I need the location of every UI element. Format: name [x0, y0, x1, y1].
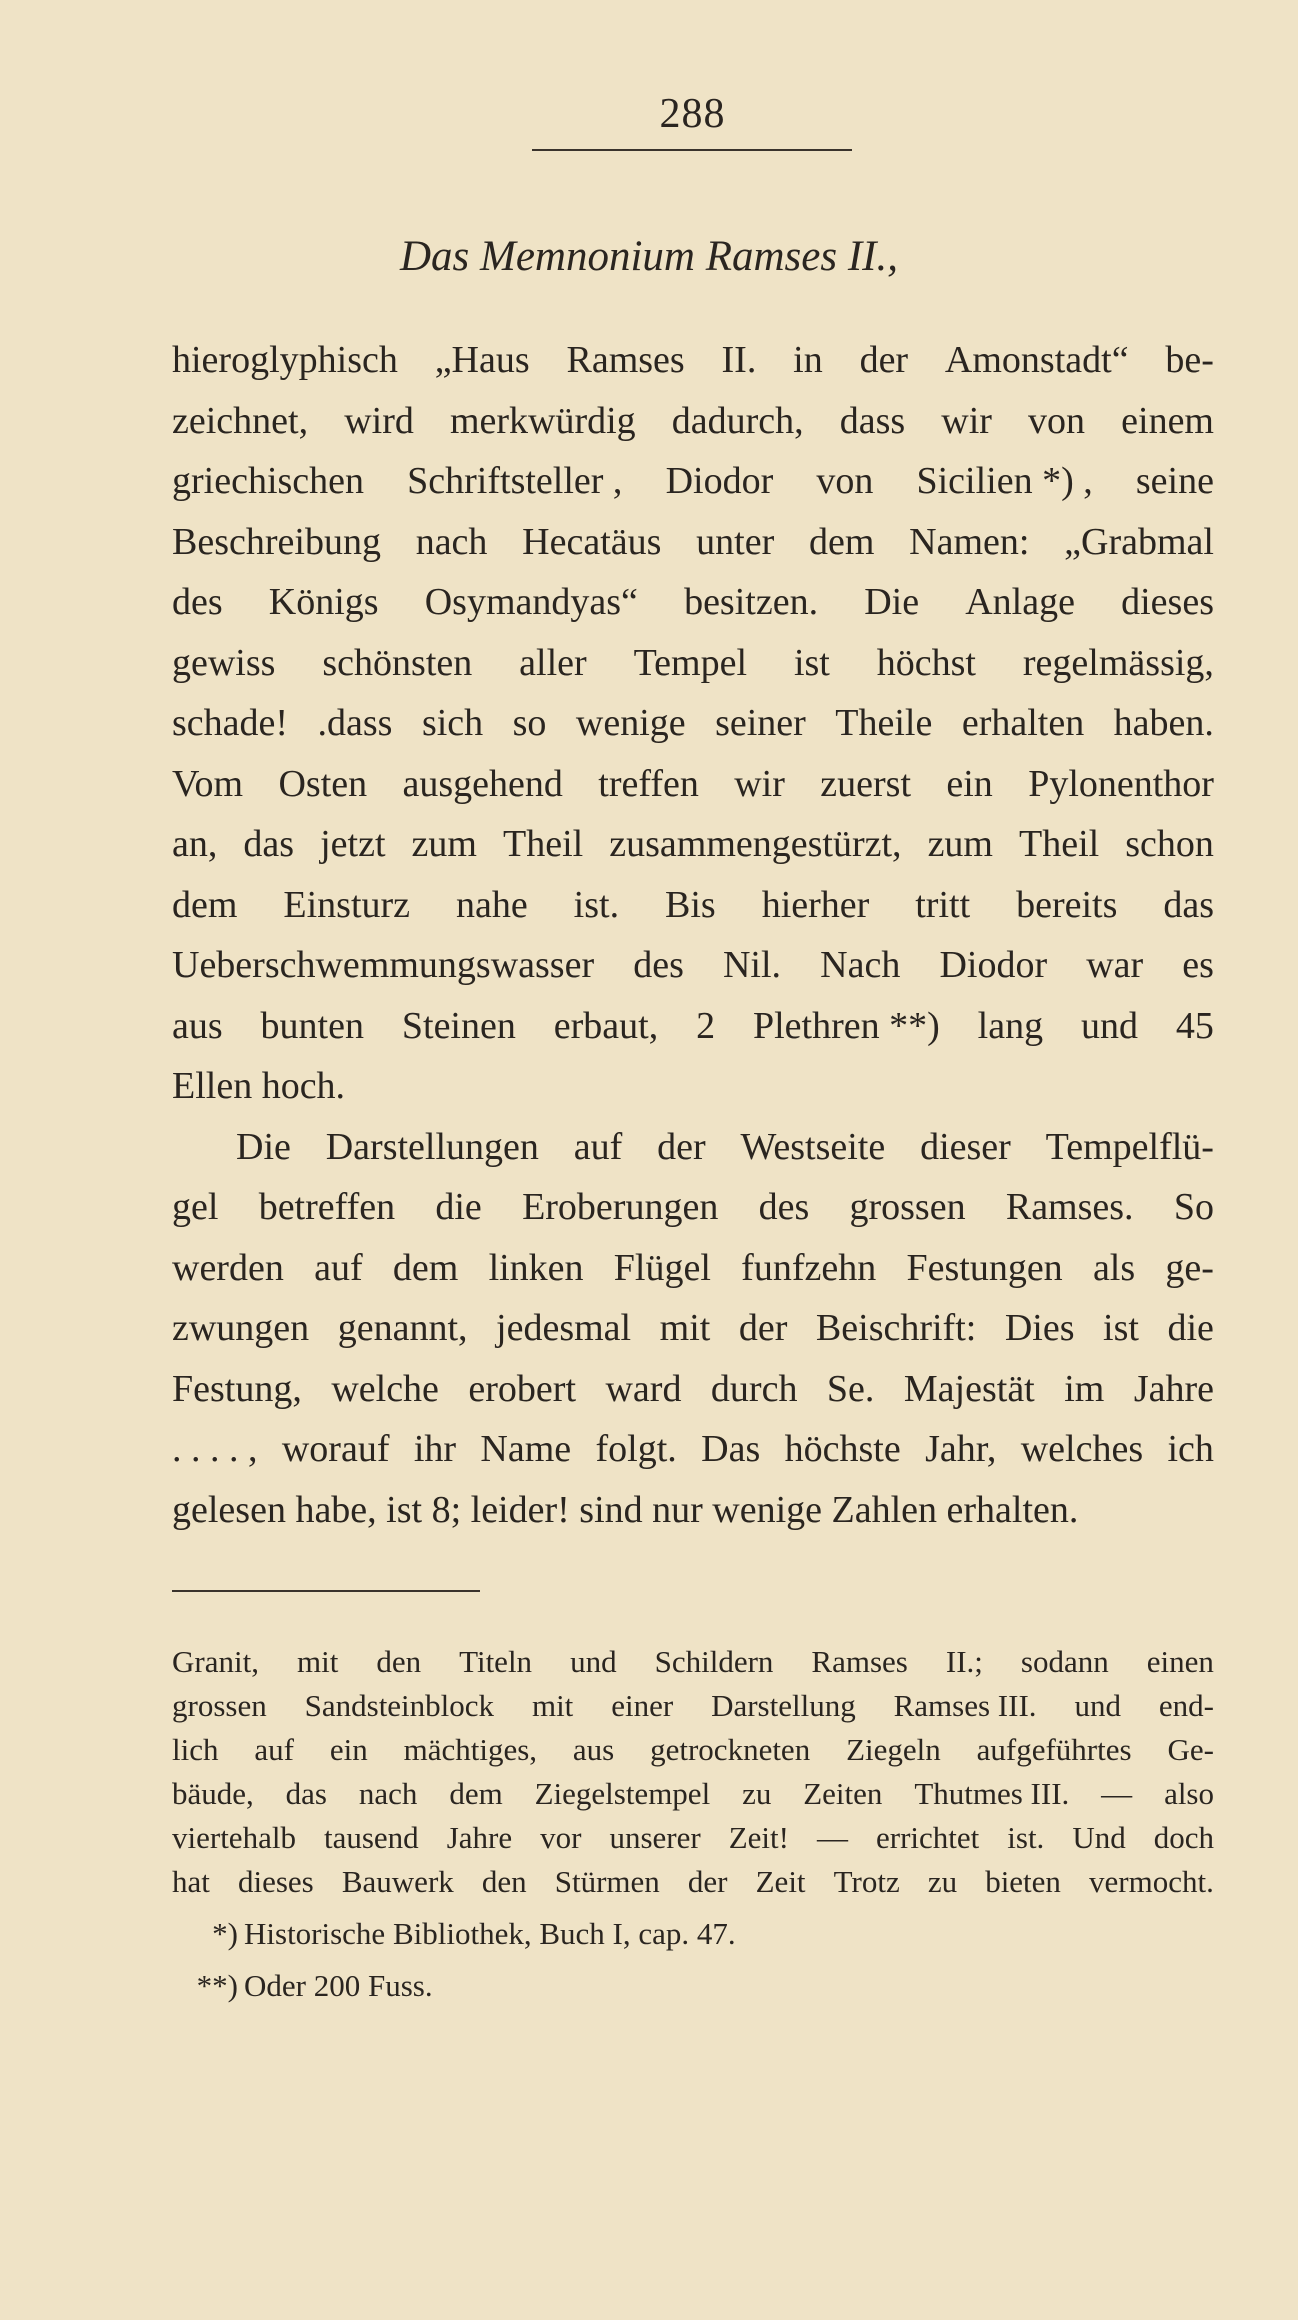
- word: Stürmen: [554, 1864, 660, 1899]
- word: Tempelflü-: [1045, 1125, 1214, 1168]
- footnote-mark: **): [196, 1968, 238, 2003]
- word: treffen: [598, 762, 699, 805]
- word: ein: [946, 762, 993, 805]
- word: bereits: [1016, 883, 1118, 926]
- word: Vom: [172, 762, 244, 805]
- paragraph: [172, 330, 1214, 1117]
- word: So: [1173, 1186, 1214, 1228]
- word: dieses: [237, 1864, 314, 1899]
- word: auf: [314, 1246, 363, 1289]
- word: auf: [573, 1125, 623, 1168]
- word: dem: [392, 1246, 459, 1289]
- text-line: [172, 1359, 1214, 1420]
- footnote-line: [172, 1860, 1214, 1904]
- word: Tempel: [633, 641, 748, 684]
- word: jedesmal: [496, 1307, 632, 1349]
- word: Jahre: [1133, 1367, 1214, 1410]
- word: Osten: [278, 762, 368, 805]
- word: Die: [864, 581, 920, 623]
- word: 2: [696, 1004, 716, 1047]
- text-line: [172, 754, 1214, 815]
- word: Ziegelstempel: [534, 1776, 711, 1811]
- word: Zeit!: [728, 1820, 789, 1855]
- word: Die: [236, 1125, 291, 1168]
- word: viertehalb: [172, 1820, 296, 1855]
- word: sich: [421, 702, 484, 744]
- word: zu: [742, 1776, 772, 1811]
- word: 45: [1175, 1004, 1214, 1047]
- word: Ramses III.: [893, 1688, 1037, 1723]
- word: Festung,: [172, 1367, 302, 1410]
- word: Ge-: [1167, 1732, 1214, 1767]
- word: einem: [1121, 399, 1214, 442]
- word: wenige: [575, 702, 686, 744]
- word: höchst: [876, 641, 976, 684]
- word: mit: [659, 1307, 711, 1349]
- word: zwungen: [172, 1307, 310, 1349]
- word: Nil.: [722, 944, 782, 986]
- text-line: [172, 451, 1214, 512]
- word: sodann: [1020, 1644, 1109, 1679]
- word: jetzt: [320, 823, 386, 865]
- word: grossen: [172, 1688, 267, 1723]
- word: —: [816, 1820, 848, 1855]
- text-line: Ellen hoch.: [172, 1065, 346, 1107]
- word: seiner: [715, 702, 806, 744]
- word: schon: [1125, 823, 1214, 865]
- word: schönsten: [322, 641, 473, 684]
- word: Diodor: [665, 460, 774, 502]
- text-line: [172, 633, 1214, 694]
- text-line: [172, 572, 1214, 633]
- text-line: [172, 875, 1214, 936]
- word: Theil: [1019, 823, 1100, 865]
- word: der: [657, 1125, 706, 1168]
- main-text: [172, 330, 1214, 1540]
- word: durch: [710, 1367, 798, 1410]
- word: nach: [358, 1776, 418, 1811]
- word: II.;: [945, 1644, 983, 1679]
- word: linken: [488, 1246, 584, 1289]
- word: folgt.: [595, 1428, 677, 1470]
- word: Granit,: [172, 1644, 259, 1679]
- word: Bauwerk: [341, 1864, 454, 1899]
- word: es: [1182, 944, 1214, 986]
- word: und: [570, 1644, 617, 1679]
- word: mit: [296, 1644, 339, 1679]
- word: im: [1064, 1367, 1105, 1410]
- footnote-line: [172, 1684, 1214, 1728]
- word: der: [859, 339, 909, 381]
- word: werden: [172, 1246, 284, 1289]
- header-rule: [532, 149, 852, 151]
- word: unter: [696, 520, 775, 563]
- word: Se.: [826, 1367, 875, 1410]
- word: bunten: [260, 1004, 364, 1047]
- word: Darstellungen: [325, 1125, 539, 1168]
- text-line: [172, 693, 1214, 754]
- word: Pylonenthor: [1028, 762, 1214, 805]
- word: Hecatäus: [522, 520, 662, 563]
- word: regelmässig,: [1022, 641, 1214, 684]
- word: dadurch,: [671, 399, 804, 442]
- word: bäude,: [172, 1776, 254, 1811]
- word: ausgehend: [402, 762, 563, 805]
- word: Ramses.: [1005, 1186, 1134, 1228]
- word: ich: [1167, 1428, 1214, 1470]
- word: dieses: [1121, 581, 1214, 623]
- paragraph: [172, 1117, 1214, 1541]
- word: ist: [793, 641, 830, 684]
- word: erhalten: [961, 702, 1085, 744]
- word: Bis: [665, 883, 716, 926]
- word: zu: [927, 1864, 958, 1899]
- word: worauf: [281, 1428, 390, 1470]
- word: Ramses: [566, 339, 685, 381]
- text-line: [172, 1117, 1214, 1178]
- word: auf: [254, 1732, 294, 1767]
- word: be-: [1165, 339, 1214, 381]
- footnotes: [172, 1640, 1214, 2008]
- word: dem: [449, 1776, 503, 1811]
- text-line: [172, 1177, 1214, 1238]
- word: Westseite: [740, 1125, 886, 1168]
- text-line: [172, 935, 1214, 996]
- word: „Haus: [434, 339, 530, 381]
- word: Nach: [820, 944, 901, 986]
- word: das: [285, 1776, 327, 1811]
- word: und: [1081, 1004, 1138, 1047]
- word: das: [243, 823, 295, 865]
- word: Osymandyas“: [424, 581, 638, 623]
- word: dieser: [920, 1125, 1011, 1168]
- word: zuerst: [820, 762, 911, 805]
- word: vor: [540, 1820, 582, 1855]
- word: einen: [1146, 1644, 1214, 1679]
- word: lich: [172, 1732, 219, 1767]
- word: Jahre: [446, 1820, 513, 1855]
- footnote-line: [172, 1772, 1214, 1816]
- word: end-: [1158, 1688, 1214, 1723]
- word: mit: [531, 1688, 574, 1723]
- word: lang: [977, 1004, 1044, 1047]
- word: Beschreibung: [172, 520, 381, 563]
- word: Eroberungen: [522, 1186, 719, 1228]
- word: gel: [172, 1186, 219, 1228]
- word: Anlage: [965, 581, 1075, 623]
- footnote-line: [172, 1640, 1214, 1684]
- word: „Grabmal: [1064, 520, 1214, 563]
- word: unserer: [609, 1820, 701, 1855]
- word: den: [481, 1864, 527, 1899]
- word: II.: [721, 339, 757, 381]
- word: wir: [734, 762, 785, 805]
- word: tausend: [323, 1820, 419, 1855]
- footnote-text: Historische Bibliothek, Buch I, cap. 47.: [244, 1916, 736, 1951]
- word: Jahr,: [925, 1428, 997, 1470]
- word: tritt: [915, 883, 971, 926]
- word: Majestät: [903, 1367, 1035, 1410]
- word: dem: [172, 883, 238, 926]
- word: ist: [1103, 1307, 1139, 1349]
- word: errichtet: [875, 1820, 980, 1855]
- word: als: [1092, 1246, 1136, 1289]
- word: wir: [941, 399, 992, 442]
- word: Steinen: [401, 1004, 516, 1047]
- word: ein: [329, 1732, 368, 1767]
- text-line: [172, 1419, 1214, 1480]
- word: war: [1086, 944, 1144, 986]
- word: bieten: [985, 1864, 1061, 1899]
- word: die: [435, 1186, 482, 1228]
- word: das: [1163, 883, 1214, 926]
- word: nahe: [455, 883, 528, 926]
- word: welche: [331, 1367, 439, 1410]
- word: Name: [480, 1428, 572, 1470]
- word: aller: [519, 641, 587, 684]
- word: Amonstadt“: [944, 339, 1129, 381]
- word: mächtiges,: [403, 1732, 538, 1767]
- page-number: 288: [659, 91, 726, 137]
- word: ge-: [1165, 1246, 1214, 1289]
- word: höchste: [784, 1428, 901, 1470]
- word: an,: [172, 823, 218, 865]
- word: von: [816, 460, 874, 502]
- word: . . . . ,: [172, 1428, 258, 1470]
- word: Ueberschwemmungswasser: [172, 944, 595, 986]
- word: wird: [344, 399, 414, 442]
- text-line: gelesen habe, ist 8; leider! sind nur wenige Zahlen erhalten.: [172, 1488, 1079, 1531]
- footnote: [172, 1964, 1214, 2008]
- text-line: [172, 1238, 1214, 1299]
- word: ward: [605, 1367, 682, 1410]
- word: Zeit: [755, 1864, 806, 1899]
- word: des: [172, 581, 223, 623]
- footnote-rule: [172, 1590, 480, 1592]
- word: .dass: [317, 702, 393, 744]
- text-line: [172, 330, 1214, 391]
- word: also: [1164, 1776, 1214, 1811]
- word: Theil: [503, 823, 584, 865]
- word: —: [1101, 1776, 1133, 1811]
- word: nach: [415, 520, 488, 563]
- word: Zeiten: [803, 1776, 883, 1811]
- word: schade!: [172, 702, 289, 744]
- text-line: [172, 1298, 1214, 1359]
- word: Beischrift:: [815, 1307, 977, 1349]
- word: griechischen: [172, 460, 365, 502]
- word: Sicilien *) ,: [916, 460, 1093, 502]
- word: Und: [1072, 1820, 1126, 1855]
- footnote: [172, 1912, 1214, 1956]
- footnote-line: [172, 1728, 1214, 1772]
- word: Das: [701, 1428, 761, 1470]
- footnote-mark: *): [212, 1916, 238, 1951]
- word: hierher: [761, 883, 870, 926]
- word: Thutmes III.: [914, 1776, 1070, 1811]
- word: Titeln: [459, 1644, 533, 1679]
- word: Darstellung: [711, 1688, 856, 1723]
- word: welches: [1020, 1428, 1144, 1470]
- word: des: [758, 1186, 810, 1228]
- word: dem: [808, 520, 875, 563]
- word: betreffen: [258, 1186, 396, 1228]
- word: in: [793, 339, 823, 381]
- word: zum: [411, 823, 477, 865]
- word: Namen:: [909, 520, 1030, 563]
- word: Festungen: [906, 1246, 1063, 1289]
- word: getrockneten: [650, 1732, 811, 1767]
- word: ihr: [413, 1428, 457, 1470]
- word: grossen: [849, 1186, 966, 1228]
- word: Sandsteinblock: [304, 1688, 495, 1723]
- text-line: [172, 391, 1214, 452]
- word: zusammengestürzt,: [609, 823, 902, 865]
- word: funfzehn: [741, 1246, 877, 1289]
- word: vermocht.: [1089, 1864, 1214, 1899]
- word: Königs: [268, 581, 379, 623]
- word: zum: [927, 823, 993, 865]
- text-line: [172, 814, 1214, 875]
- word: hieroglyphisch: [172, 339, 398, 381]
- word: Ziegeln: [846, 1732, 941, 1767]
- chapter-title: Das Memnonium Ramses II.,: [399, 233, 898, 280]
- word: Diodor: [939, 944, 1048, 986]
- text-line: [172, 512, 1214, 573]
- word: zeichnet,: [172, 399, 309, 442]
- word: haben.: [1113, 702, 1214, 744]
- word: Plethren **): [752, 1004, 940, 1047]
- word: Ramses: [811, 1644, 908, 1679]
- word: des: [633, 944, 684, 986]
- word: genannt,: [337, 1307, 468, 1349]
- word: den: [376, 1644, 422, 1679]
- word: der: [738, 1307, 788, 1349]
- word: Dies: [1004, 1307, 1075, 1349]
- word: die: [1167, 1307, 1214, 1349]
- word: Theile: [835, 702, 933, 744]
- word: besitzen.: [684, 581, 819, 623]
- footnote-line: [172, 1816, 1214, 1860]
- word: Einsturz: [283, 883, 411, 926]
- word: einer: [611, 1688, 674, 1723]
- word: und: [1074, 1688, 1121, 1723]
- word: ist.: [573, 883, 620, 926]
- word: Schildern: [654, 1644, 774, 1679]
- word: Schriftsteller ,: [407, 460, 623, 502]
- word: von: [1028, 399, 1086, 442]
- footnote-text: Oder 200 Fuss.: [244, 1968, 433, 2003]
- word: merkwürdig: [449, 399, 636, 442]
- word: erobert: [468, 1367, 577, 1410]
- word: Trotz: [833, 1864, 900, 1899]
- word: aufgeführtes: [976, 1732, 1132, 1767]
- word: der: [687, 1864, 728, 1899]
- word: dass: [839, 399, 906, 442]
- word: Flügel: [613, 1246, 711, 1289]
- word: aus: [172, 1004, 223, 1047]
- word: gewiss: [172, 641, 276, 684]
- word: so: [512, 702, 547, 744]
- word: doch: [1153, 1820, 1214, 1855]
- text-line: [172, 996, 1214, 1057]
- word: aus: [572, 1732, 615, 1767]
- word: ist.: [1007, 1820, 1045, 1855]
- word: erbaut,: [553, 1004, 659, 1047]
- word: seine: [1135, 460, 1214, 502]
- word: hat: [172, 1864, 210, 1899]
